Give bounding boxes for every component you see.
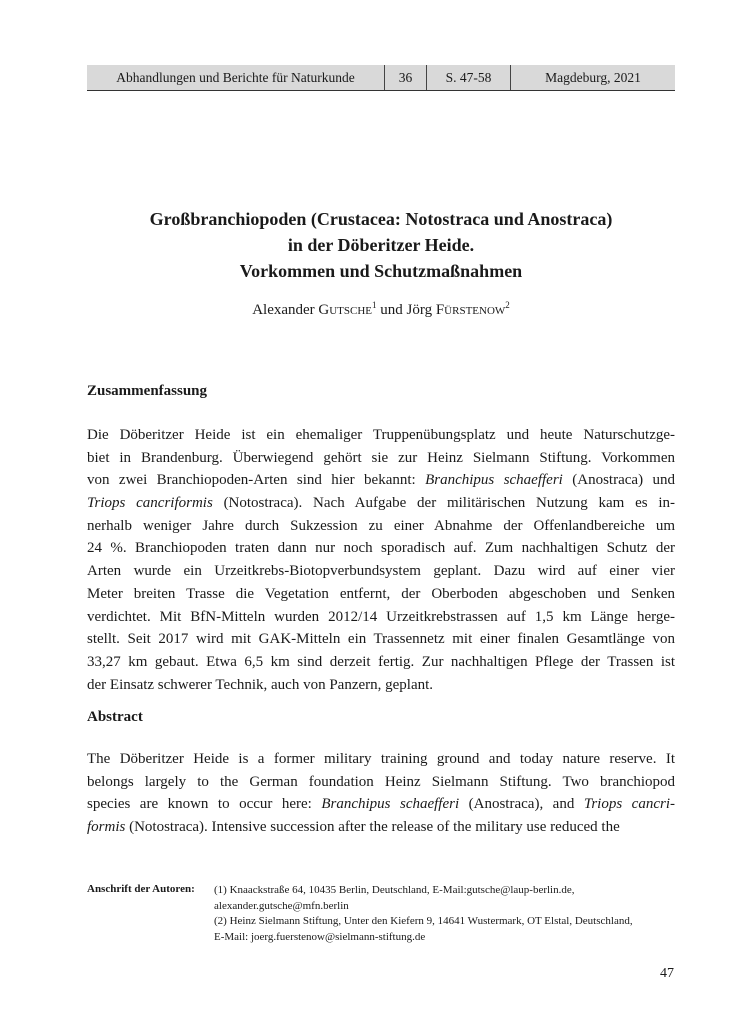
text-line: belongs largely to the German foundation Heinz Sielmann Stiftung. Two branchiopod [87, 773, 675, 790]
volume-number: 36 [385, 65, 427, 90]
journal-header-bar [87, 65, 675, 91]
abstract-body [87, 748, 675, 839]
text-line: 24 %. Branchiopoden traten dann nur noch sporadisch auf. Zum nachhaltigen Schutz der [87, 540, 675, 557]
text-line: verdichtet. Mit BfN-Mitteln wurden 2012/14 Urzeitkrebstrassen auf 1,5 km Länge herge- [87, 608, 675, 625]
author-first-name: Jörg [406, 302, 433, 318]
title-line: in der Döberitzer Heide. [287, 235, 475, 255]
authors [87, 300, 675, 319]
species-name: Branchipus schaefferi [321, 796, 460, 813]
zusammenfassung-body [87, 424, 675, 696]
species-name: Branchipus schaefferi [425, 472, 563, 489]
text-line: von zwei Branchiopoden-Arten sind hier bekannt: Branchipus schaefferi (Anostraca) und [87, 472, 675, 489]
place-year: Magdeburg, 2021 [545, 69, 641, 85]
author-affiliation-mark: 1 [372, 300, 377, 310]
address-line: alexander.gutsche@mfn.berlin [214, 899, 349, 912]
page-range: S. 47-58 [427, 65, 511, 90]
author-affiliation-mark: 2 [505, 300, 510, 310]
text-line: Meter breiten Trasse die Vegetation entfernt, der Oberboden abgeschoben und Senken [87, 585, 675, 602]
text-line: der Einsatz schwerer Technik, auch von Panzern, geplant. [87, 676, 434, 693]
text-line: formis (Notostraca). Intensive succession after the release of the military use reduced the [87, 819, 620, 836]
journal-name: Abhandlungen und Berichte für Naturkunde [87, 65, 385, 90]
text-line: stellt. Seit 2017 wird mit GAK-Mitteln ein Trassennetz mit einer finalen Gesamtlänge von [87, 631, 675, 648]
text-line: The Döberitzer Heide is a former military training ground and today nature reserve. It [87, 751, 675, 767]
title-line: Großbranchiopoden (Crustacea: Notostraca und Anostraca) [149, 209, 613, 229]
paper-title [87, 206, 675, 284]
author-addresses [214, 883, 684, 945]
author-conjunction: und [380, 302, 403, 318]
address-line: (1) Knaackstraße 64, 10435 Berlin, Deutschland, E-Mail:gutsche@laup-berlin.de, [214, 884, 575, 896]
address-line: E-Mail: joerg.fuerstenow@sielmann-stiftung.de [214, 930, 426, 943]
text-line: Arten wurde ein Urzeitkrebs-Biotopverbundsystem geplant. Dazu wird auf einer vier [87, 563, 675, 580]
text-line: Die Döberitzer Heide ist ein ehemaliger Truppenübungsplatz und heute Naturschutzge- [87, 427, 675, 443]
author-last-name: Fürstenow [435, 302, 506, 318]
text-line: 33,27 km gebaut. Etwa 6,5 km sind derzeit fertig. Zur nachhaltigen Pflege der Trassen ist [87, 653, 675, 670]
address-label: Anschrift der Autoren: [87, 883, 195, 895]
address-line: (2) Heinz Sielmann Stiftung, Unter den Kiefern 9, 14641 Wustermark, OT Elstal, Deutschland, [214, 915, 633, 927]
abstract-heading: Abstract [87, 709, 143, 725]
species-name: Triops cancriformis [87, 495, 213, 512]
title-line: Vorkommen und Schutzmaßnahmen [239, 261, 523, 281]
text-line: biet in Brandenburg. Überwiegend gehört sie zur Heinz Sielmann Stiftung. Vorkommen [87, 449, 675, 466]
zusammenfassung-heading: Zusammenfassung [87, 383, 208, 399]
text-line: nerhalb weniger Jahre durch Sukzession zu einer Abnahme der Offenlandbereiche um [87, 517, 675, 534]
species-name: Triops cancri- [583, 796, 675, 813]
text-line: species are known to occur here: Branchipus schaefferi (Anostraca), and Triops cancri- [87, 796, 675, 813]
page-number: 47 [660, 966, 674, 981]
text-line: Triops cancriformis (Notostraca). Nach Aufgabe der militärischen Nutzung kam es in- [87, 495, 675, 512]
species-name: formis [87, 819, 126, 836]
author-last-name: Gutsche [318, 302, 373, 318]
author-first-name: Alexander [252, 302, 315, 318]
